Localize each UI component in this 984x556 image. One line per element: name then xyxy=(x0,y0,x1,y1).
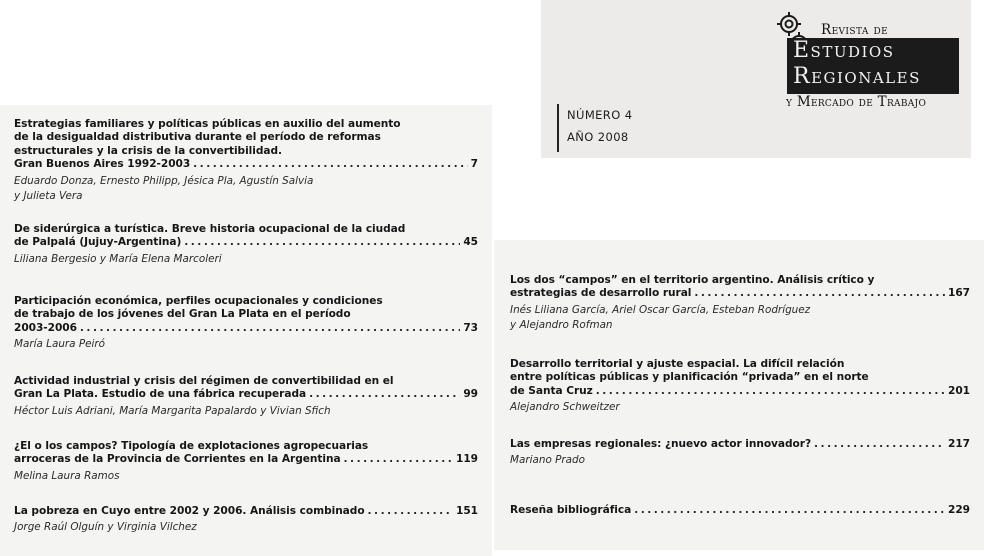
toc-entry-authors xyxy=(14,337,478,352)
toc-entry-authors xyxy=(510,303,970,333)
toc-title-last-line xyxy=(14,453,478,466)
dot-leader xyxy=(694,287,945,300)
toc-page-number: 7 xyxy=(470,158,478,171)
toc-page-number: 151 xyxy=(456,505,478,517)
toc-entry-authors xyxy=(510,400,970,415)
toc-entry xyxy=(14,223,478,267)
toc-entry-title xyxy=(510,438,970,451)
masthead-title-estudios: Estudios xyxy=(793,38,895,63)
dot-leader xyxy=(344,453,453,466)
toc-entry xyxy=(14,295,478,352)
toc-title-line: Actividad industrial y crisis del régimen de convertibilidad en el xyxy=(14,375,394,387)
toc-author-line: y Julieta Vera xyxy=(14,189,83,202)
toc-page-number: 73 xyxy=(463,321,478,334)
journal-header xyxy=(541,0,971,158)
toc-author-line: Melina Laura Ramos xyxy=(14,469,120,482)
toc-entry xyxy=(14,440,478,484)
toc-title-line: arroceras de la Provincia de Corrientes en la Argentina xyxy=(14,453,341,466)
toc-entry-title xyxy=(14,295,478,335)
toc-entry xyxy=(510,274,970,333)
toc-entry xyxy=(14,505,478,535)
toc-page-number: 119 xyxy=(456,453,478,466)
toc-entry-title xyxy=(510,504,970,517)
masthead-line-revista: Revista de xyxy=(821,22,889,38)
toc-left-panel xyxy=(0,105,492,556)
toc-author-line: María Laura Peiró xyxy=(14,338,106,351)
toc-title-line: 2003-2006 xyxy=(14,321,77,334)
dot-leader xyxy=(634,504,945,517)
toc-entry xyxy=(510,504,970,517)
toc-title-last-line xyxy=(14,505,478,518)
toc-author-line: Inés Liliana García, Ariel Oscar García, Esteban Rodríguez xyxy=(510,303,811,316)
dot-leader xyxy=(184,236,460,249)
dot-leader xyxy=(814,438,945,451)
toc-entry xyxy=(14,118,478,204)
dot-leader xyxy=(80,322,460,335)
toc-entry-title xyxy=(14,440,478,467)
toc-entry-title xyxy=(14,223,478,250)
toc-title-line: Los dos “campos” en el territorio argentino. Análisis crítico y xyxy=(510,274,875,286)
toc-title-line: de Palpalá (Jujuy-Argentina) xyxy=(14,236,182,249)
toc-title-last-line xyxy=(14,158,478,171)
toc-page-number: 229 xyxy=(948,504,970,516)
toc-author-line: Alejandro Schweitzer xyxy=(510,401,620,414)
toc-entry-authors xyxy=(14,469,478,484)
toc-title-line: Las empresas regionales: ¿nuevo actor innovador? xyxy=(510,438,812,450)
toc-page-number: 201 xyxy=(948,384,970,397)
toc-entry-authors xyxy=(14,252,478,267)
toc-author-line: Eduardo Donza, Ernesto Philipp, Jésica Pla, Agustín Salvia xyxy=(14,174,314,187)
toc-entry-title xyxy=(510,358,970,398)
toc-title-line: Estrategias familiares y políticas públicas en auxilio del aumento xyxy=(14,118,401,130)
toc-title-line: de trabajo de los jóvenes del Gran La Plata en el período xyxy=(14,308,351,321)
toc-page-number: 45 xyxy=(463,236,478,249)
toc-title-last-line xyxy=(14,236,478,249)
toc-title-last-line xyxy=(510,385,970,398)
toc-title-last-line xyxy=(510,287,970,300)
toc-title-last-line xyxy=(14,322,478,335)
toc-title-line: Reseña bibliográfica xyxy=(510,504,632,516)
issue-year: AÑO 2008 xyxy=(567,130,629,144)
toc-entry-authors xyxy=(510,453,970,468)
toc-page-number: 99 xyxy=(463,388,478,401)
issue-rule xyxy=(557,104,559,152)
toc-title-last-line xyxy=(510,504,970,517)
toc-title-line: estructurales y la crisis de la convertibilidad. xyxy=(14,144,282,157)
toc-title-line: De siderúrgica a turística. Breve historia ocupacional de la ciudad xyxy=(14,223,406,235)
issue-number: NÚMERO 4 xyxy=(567,108,633,122)
toc-author-line: y Alejandro Rofman xyxy=(510,318,613,331)
toc-author-line: Héctor Luis Adriani, María Margarita Papalardo y Vivian Sfich xyxy=(14,404,331,417)
toc-title-line: Gran Buenos Aires 1992-2003 xyxy=(14,158,191,171)
masthead-subtitle: y Mercado de Trabajo xyxy=(786,94,927,110)
toc-title-line: Participación económica, perfiles ocupacionales y condiciones xyxy=(14,295,383,307)
toc-title-line: Desarrollo territorial y ajuste espacial. La difícil relación xyxy=(510,358,845,370)
toc-author-line: Liliana Bergesio y María Elena Marcoleri xyxy=(14,252,222,265)
toc-title-line: Gran La Plata. Estudio de una fábrica recuperada xyxy=(14,388,307,401)
toc-title-line: entre políticas públicas y planificación “privada” en el norte xyxy=(510,371,869,384)
toc-entry-title xyxy=(14,505,478,518)
toc-entry-authors xyxy=(14,174,478,204)
toc-entry xyxy=(510,438,970,468)
toc-title-line: estrategias de desarrollo rural xyxy=(510,287,692,300)
toc-entry-title xyxy=(510,274,970,301)
dot-leader xyxy=(193,158,468,171)
toc-title-line: La pobreza en Cuyo entre 2002 y 2006. Análisis combinado xyxy=(14,505,365,517)
toc-entry-title xyxy=(14,375,478,402)
toc-entry xyxy=(510,358,970,415)
toc-page-number: 217 xyxy=(948,438,970,450)
dot-leader xyxy=(368,505,453,518)
toc-author-line: Mariano Prado xyxy=(510,454,585,467)
toc-author-line: Jorge Raúl Olguín y Virginia Vilchez xyxy=(14,521,197,534)
dot-leader xyxy=(596,385,945,398)
toc-entry-authors xyxy=(14,404,478,419)
toc-title-line: de Santa Cruz xyxy=(510,384,593,397)
toc-title-last-line xyxy=(14,388,478,401)
toc-entry-authors xyxy=(14,520,478,535)
toc-entry-title xyxy=(14,118,478,172)
toc-page-number: 167 xyxy=(948,287,970,300)
toc-title-line: de la desigualdad distributiva durante el período de reformas xyxy=(14,131,381,144)
toc-entry xyxy=(14,375,478,419)
toc-title-line: ¿El o los campos? Tipología de explotaciones agropecuarias xyxy=(14,440,369,452)
toc-right-panel xyxy=(494,240,984,550)
dot-leader xyxy=(309,388,460,401)
toc-title-last-line xyxy=(510,438,970,451)
masthead-title-regionales: Regionales xyxy=(793,64,921,89)
